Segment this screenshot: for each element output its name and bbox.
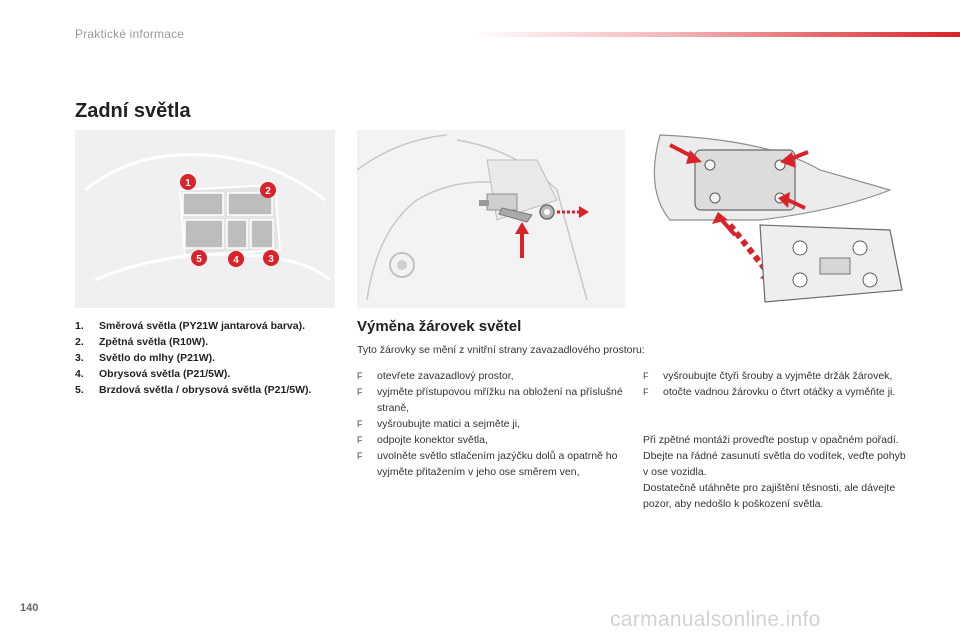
step-text: otevřete zavazadlový prostor,	[377, 370, 514, 382]
steps-list-right	[643, 368, 913, 400]
bulb-holder-illustration	[640, 130, 910, 308]
legend-item	[75, 334, 350, 350]
legend-text: Světlo do mlhy (P21W).	[99, 352, 216, 364]
rear-lights-illustration	[75, 130, 335, 308]
paragraph: Dbejte na řádné zasunutí světla do vodítek, veďte pohyb v ose vozidla.	[643, 450, 906, 478]
bullet-marker: F	[643, 387, 649, 397]
step-text: vyjměte přístupovou mřížku na obložení na příslušné straně,	[377, 386, 623, 414]
legend-item	[75, 318, 350, 334]
step-text: uvolněte světlo stlačením jazýčku dolů a opatrně ho vyjměte přitažením v jeho ose směrem ven,	[377, 450, 618, 478]
step-item	[357, 432, 627, 448]
paragraph: Při zpětné montáži proveďte postup v opačném pořadí.	[643, 434, 899, 446]
svg-text:3: 3	[268, 254, 274, 265]
bullet-marker: F	[357, 419, 363, 429]
bullet-marker: F	[643, 371, 649, 381]
legend-item	[75, 366, 350, 382]
legend-text: Brzdová světla / obrysová světla (P21/5W).	[99, 384, 312, 396]
callout-3	[263, 250, 279, 266]
legend-item	[75, 382, 350, 398]
header-accent-bar	[470, 32, 960, 37]
svg-text:2: 2	[265, 186, 271, 197]
bullet-marker: F	[357, 371, 363, 381]
bullet-marker: F	[357, 387, 363, 397]
step-text: vyšroubujte matici a sejměte ji,	[377, 418, 520, 430]
access-panel-illustration	[357, 130, 625, 308]
section-header: Praktické informace	[75, 27, 185, 41]
legend-text: Obrysová světla (P21/5W).	[99, 368, 231, 380]
section-title: Výměna žárovek světel	[357, 318, 522, 335]
page-number: 140	[20, 602, 39, 614]
legend-number: 3.	[75, 352, 84, 364]
steps-list-left	[357, 368, 627, 480]
instructions-paragraphs	[643, 432, 913, 512]
step-text: vyšroubujte čtyři šrouby a vyjměte držák žárovek,	[663, 370, 893, 382]
watermark: carmanualsonline.info	[610, 608, 821, 631]
legend-number: 1.	[75, 320, 84, 332]
legend-number: 4.	[75, 368, 84, 380]
svg-text:1: 1	[185, 178, 191, 189]
step-item	[357, 448, 627, 480]
legend-number: 2.	[75, 336, 84, 348]
step-item	[643, 368, 913, 384]
paragraph: Dostatečně utáhněte pro zajištění těsnosti, ale dávejte pozor, aby nedošlo k poškození světla.	[643, 482, 896, 510]
svg-text:5: 5	[196, 254, 202, 265]
step-item	[357, 416, 627, 432]
page-title: Zadní světla	[75, 100, 191, 122]
bullet-marker: F	[357, 451, 363, 461]
step-text: odpojte konektor světla,	[377, 434, 488, 446]
legend-list	[75, 318, 350, 398]
intro-text: Tyto žárovky se mění z vnitřní strany zavazadlového prostoru:	[357, 344, 645, 356]
legend-text: Směrová světla (PY21W jantarová barva).	[99, 320, 306, 332]
svg-text:4: 4	[233, 255, 239, 266]
callout-5	[191, 250, 207, 266]
legend-number: 5.	[75, 384, 84, 396]
callout-4	[228, 251, 244, 267]
bullet-marker: F	[357, 435, 363, 445]
callout-1	[180, 174, 196, 190]
step-item	[357, 368, 627, 384]
step-text: otočte vadnou žárovku o čtvrt otáčky a vyměňte ji.	[663, 386, 896, 398]
legend-item	[75, 350, 350, 366]
callout-2	[260, 182, 276, 198]
step-item	[643, 384, 913, 400]
legend-text: Zpětná světla (R10W).	[99, 336, 209, 348]
step-item	[357, 384, 627, 416]
